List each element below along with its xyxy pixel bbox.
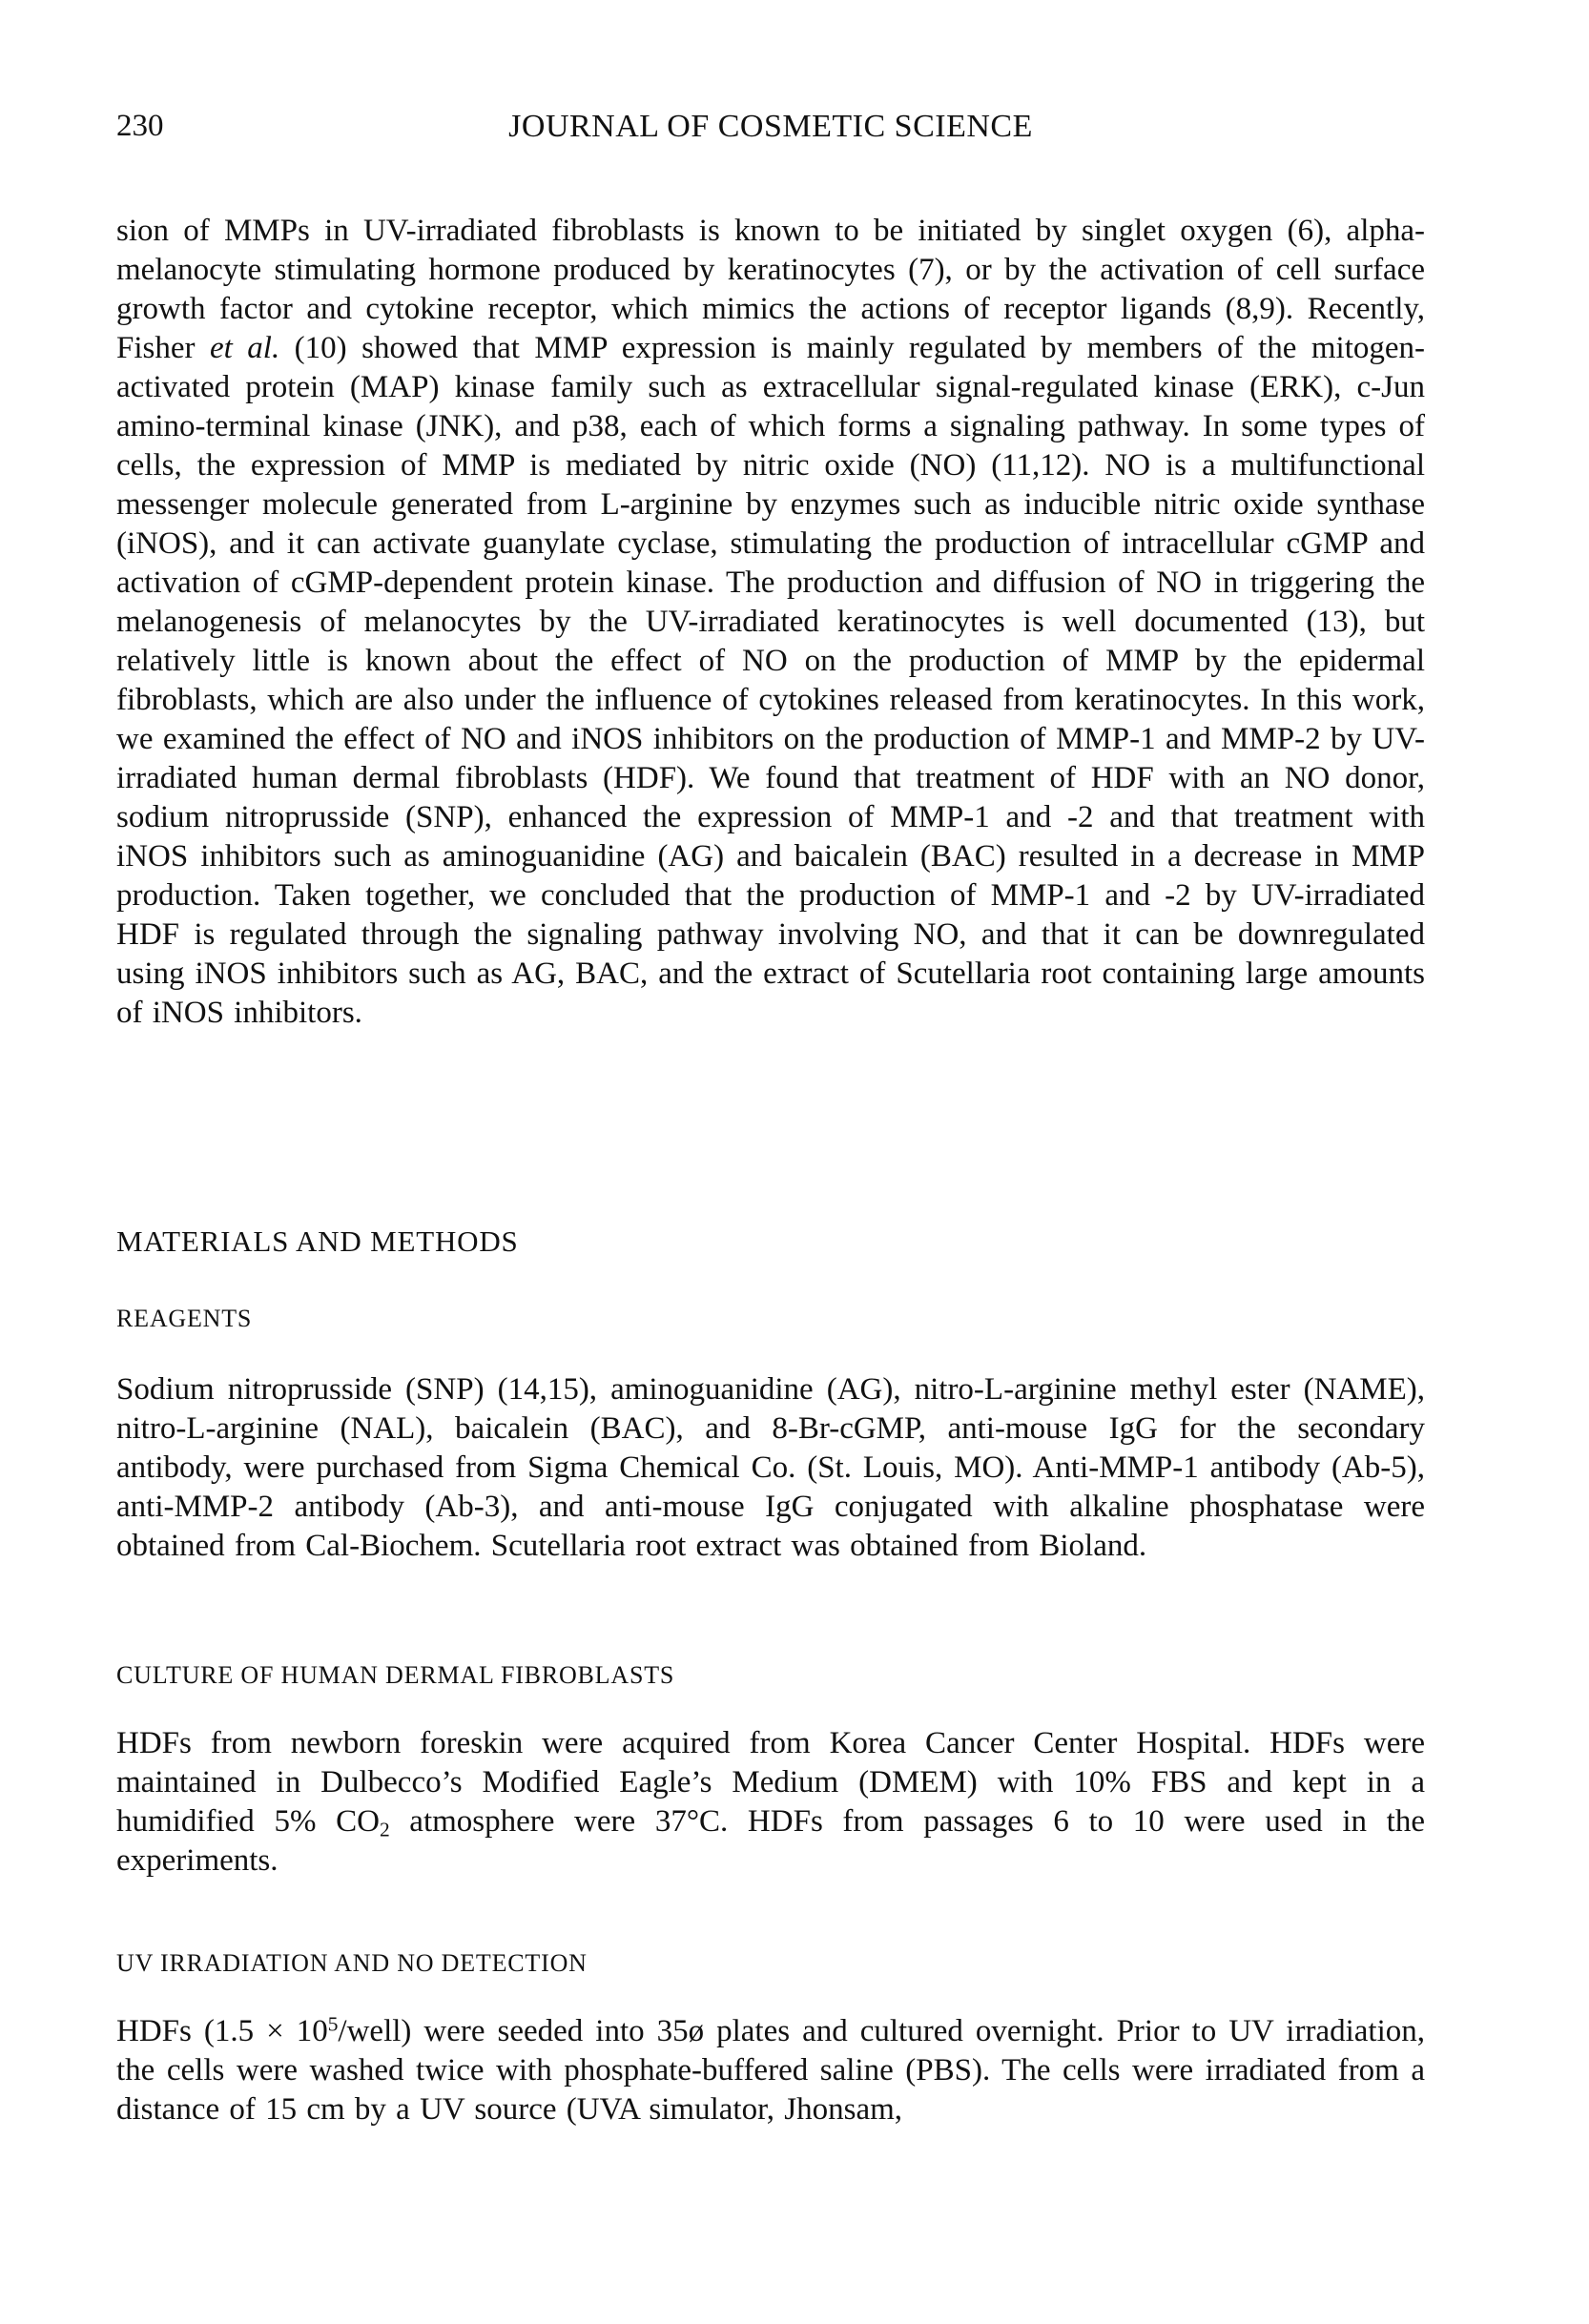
reagents-paragraph: Sodium nitroprusside (SNP) (14,15), aminoguanidine (AG), nitro-L-arginine methyl ester (NAME), nitro-L-arginine (NAL), baicalein (BAC), and 8-Br-cGMP, anti-mouse IgG for the secondary antibody, were purchased from Sigma Chemical Co. (St. Louis, MO). Anti-MMP-1 antibody (Ab-5), anti-MMP-2 antibody (Ab-3), and anti-mouse IgG conjugated with alkaline phosphatase were obtained from Cal-Biochem. Scutellaria root extract was obtained from Bioland. bbox=[116, 1372, 1425, 1563]
uv-irradiation-heading: UV IRRADIATION AND NO DETECTION bbox=[116, 1949, 588, 1977]
co2-subscript: 2 bbox=[379, 1818, 390, 1841]
uv-text-part1: HDFs (1.5 × 10 bbox=[116, 2014, 328, 2048]
ten-to-fifth-superscript: 5 bbox=[327, 2012, 339, 2036]
intro-paragraph bbox=[116, 212, 1425, 1033]
page-number: 230 bbox=[116, 109, 164, 143]
uv-text-part2: /well) were seeded into 35ø plates and cultured overnight. Prior to UV irradiation, the cells were washed twice with phosphate-buffered saline (PBS). The cells were irradiated from a distance of 15 cm by a UV source (UVA simulator, Jhonsam, bbox=[116, 2014, 1425, 2127]
culture-paragraph bbox=[116, 1724, 1425, 1881]
intro-text-part2: (10) showed that MMP expression is mainly regulated by members of the mitogen-activated protein (MAP) kinase family such as extracellular signal-regulated kinase (ERK), c-Jun amino-terminal kinase (JNK), and p38, each of which forms a signaling pathway. In some types of cells, the expression of MMP is mediated by nitric oxide (NO) (11,12). NO is a multifunctional messenger molecule generated from L-arginine by enzymes such as inducible nitric oxide synthase (iNOS), and it can activate guanylate cyclase, stimulating the production of intracellular cGMP and activation of cGMP-dependent protein kinase. The production and diffusion of NO in triggering the melanogenesis of melanocytes by the UV-irradiated keratinocytes is well documented (13), but relatively little is known about the effect of NO on the production of MMP by the epidermal fibroblasts, which are also under the influence of cytokines released from keratinocytes. In this work, we examined the effect of NO and iNOS inhibitors on the production of MMP-1 and MMP-2 by UV-irradiated human dermal fibroblasts (HDF). We found that treatment of HDF with an NO donor, sodium nitroprusside (SNP), enhanced the expression of MMP-1 and -2 and that treatment with iNOS inhibitors such as aminoguanidine (AG) and baicalein (BAC) resulted in a decrease in MMP production. Taken together, we concluded that the production of MMP-1 and -2 by UV-irradiated HDF is regulated through the signaling pathway involving NO, and that it can be downregulated using iNOS inhibitors such as AG, BAC, and the extract of Scutellaria root containing large amounts of iNOS inhibitors. bbox=[116, 331, 1426, 1030]
running-title: JOURNAL OF COSMETIC SCIENCE bbox=[508, 109, 1033, 144]
page-header bbox=[116, 107, 1425, 149]
materials-and-methods-heading: MATERIALS AND METHODS bbox=[116, 1224, 519, 1258]
uv-paragraph bbox=[116, 2012, 1425, 2129]
culture-heading: CULTURE OF HUMAN DERMAL FIBROBLASTS bbox=[116, 1661, 675, 1689]
intro-et-al-italic: et al. bbox=[209, 331, 280, 365]
intro-text-part1: sion of MMPs in UV-irradiated fibroblasts is known to be initiated by singlet oxygen (6), alpha-melanocyte stimulating hormone produced by keratinocytes (7), or by the activation of cell surface growth factor and cytokine receptor, which mimics the actions of receptor ligands (8,9). Recently, Fisher bbox=[116, 214, 1425, 365]
culture-text-part1: HDFs from newborn foreskin were acquired from Korea Cancer Center Hospital. HDFs were maintained in Dulbecco’s Modified Eagle’s Medium (DMEM) with 10% FBS and kept in a humidified 5% CO bbox=[116, 1726, 1425, 1839]
culture-text-part2: atmosphere were 37°C. HDFs from passages 6 to 10 were used in the experiments. bbox=[116, 1804, 1425, 1878]
reagents-heading: REAGENTS bbox=[116, 1305, 253, 1332]
